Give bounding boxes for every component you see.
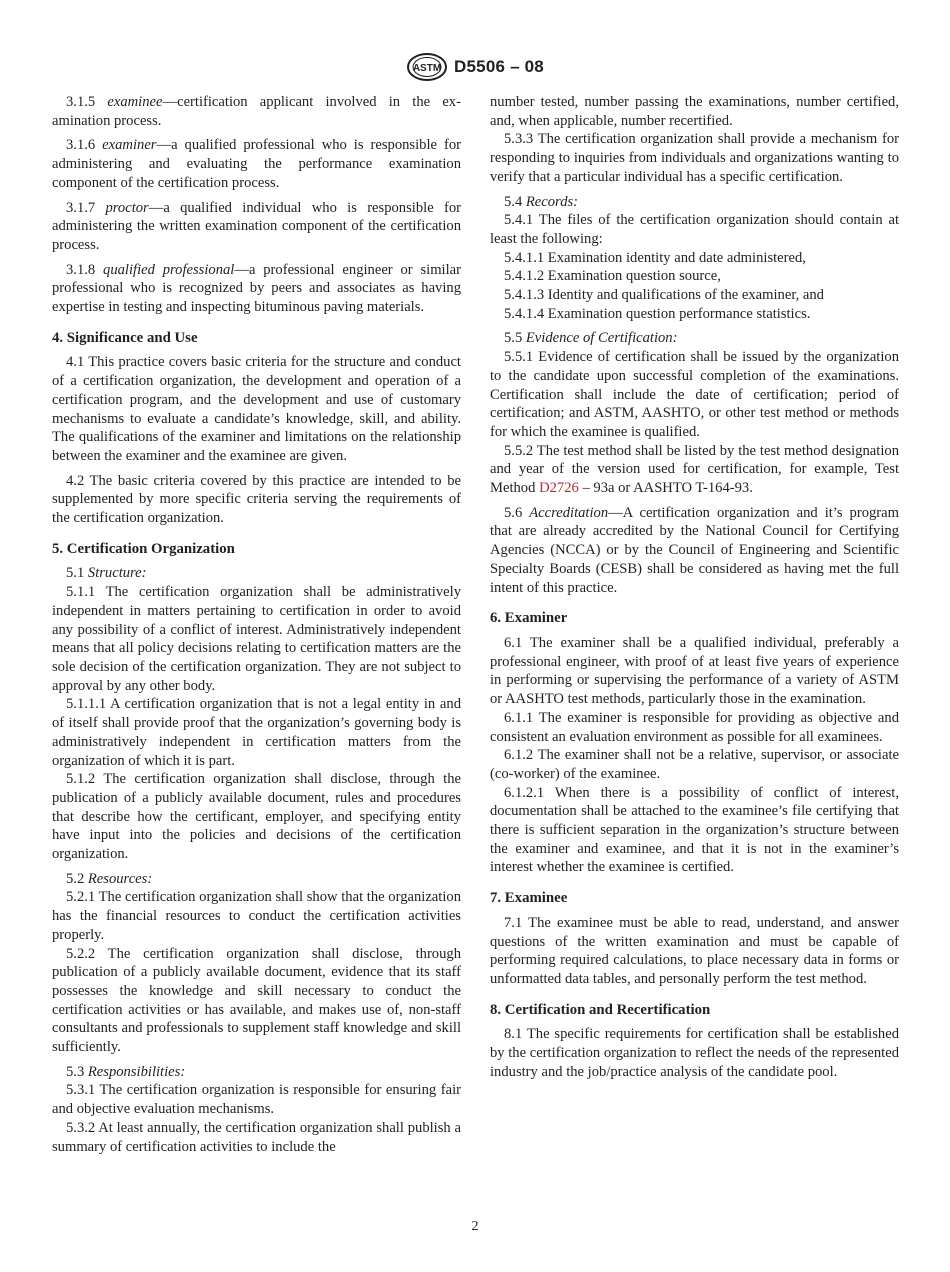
paragraph-6-1-2-1: 6.1.2.1 When there is a possibility of conflict of interest, documentation shall be attached to the examinee’s file certifying that there is sufficient separation in the organization’s structure between the examiner and examinee, and that it is not in the examiner’s interest whether the examinee is certified. [490, 784, 899, 876]
svg-text:ASTM: ASTM [412, 63, 442, 74]
right-column [490, 93, 899, 1081]
astm-logo-icon [406, 52, 448, 82]
page-number: 2 [471, 1219, 479, 1234]
d2726-link[interactable]: D2726 [539, 480, 579, 497]
section-heading-8: 8. Certification and Recertification [490, 1001, 711, 1018]
section-heading-6: 6. Examiner [490, 610, 568, 627]
paragraph-5-1-2: 5.1.2 The certification organization shall disclose, through the publication of a publicly available document, rules and procedures that describe how the certificant, employer, and specifying entity have input into the policies and decisions of the certification organization. [52, 771, 461, 863]
paragraph-5-3-1: 5.3.1 The certification organization is responsible for ensuring fair and objective evaluation mechanisms. [52, 1082, 461, 1118]
paragraph-5-3-2: 5.3.2 At least annually, the certification organization shall publish a summary of certification activities to include the [52, 1119, 461, 1155]
paragraph-4-2: 4.2 The basic criteria covered by this practice are intended to be supplemented by more specific criteria serving the requirements of the certification organization. [52, 472, 461, 527]
paragraph-5-5-1: 5.5.1 Evidence of certification shall be issued by the organization to the candidate upon successful completion of the examinations. Certification shall include the date of certification; period of certification; and ASTM, AASHTO, or other test method or methods for which the examinee is qualified. [490, 349, 899, 440]
document-designation: D5506 – 08 [454, 57, 544, 76]
paragraph-5-1-1-1: 5.1.1.1 A certification organization that is not a legal entity in and of itself shall provide proof that the organization’s governing body is administratively independent in certification matters from the organization of which it is part. [52, 696, 461, 769]
list-item-5-4-1-3: 5.4.1.3 Identity and qualifications of the examiner, and [504, 287, 824, 304]
list-item-5-4-1-4: 5.4.1.4 Examination question performance statistics. [504, 305, 811, 322]
list-item-5-4-1-2: 5.4.1.2 Examination question source, [504, 268, 721, 285]
subheading-5-4: 5.4 Records: [504, 193, 579, 210]
paragraph-6-1: 6.1 The examiner shall be a qualified individual, preferably a professional engineer, with proof of at least five years of experience in performing or supervising the performance of a variety of ASTM or AASHTO test methods, particularly those in the examination. [490, 634, 899, 708]
paragraph-5-1-1: 5.1.1 The certification organization shall be administratively independent in matters pertaining to certification in order to avoid any possibility of a conflict of interest. Administratively independent means that all policy decisions relating to certification matters are the sole decision of the certification organization. They are not subject to approval by any other body. [52, 584, 461, 694]
section-heading-5: 5. Certification Organization [52, 540, 235, 557]
list-item-5-4-1-1: 5.4.1.1 Examination identity and date administered, [504, 249, 806, 266]
subheading-5-3: 5.3 Responsibilities: [66, 1063, 186, 1080]
definition-3-1-7: 3.1.7 proctor—a qualified individual who is responsible for administering the written examination component of the certification process. [52, 199, 461, 253]
paragraph-5-3-3: 5.3.3 The certification organization shall provide a mechanism for responding to inquiries from individuals and organizations wanting to verify that a particular individual has a specific certification. [490, 131, 899, 185]
definition-3-1-5: 3.1.5 examinee—certification applicant involved in the examination process. [52, 94, 461, 129]
paragraph-5-4-1: 5.4.1 The files of the certification organization should contain at least the following: [490, 212, 899, 247]
subheading-5-1: 5.1 Structure: [66, 565, 147, 582]
paragraph-5-6: 5.6 Accreditation—A certification organization and it’s program that are already accredited by the National Council for Certifying Agencies (NCCA) or by the Council of Engineering and Scientific Specialty Boards (CESB) shall be considered as having met the full intent of this practice. [490, 504, 899, 596]
page-header [0, 52, 950, 82]
paragraph-7-1: 7.1 The examinee must be able to read, understand, and answer questions of the written examination and must be capable of performing required calculations, to place necessary data in forms or unformatted data tables, and personally perform the test method. [490, 914, 899, 987]
definition-3-1-8: 3.1.8 qualified professional—a professional engineer or similar professional who is recognized by peers and associates as having expertise in testing and inspecting bituminous paving materials. [52, 261, 461, 316]
section-heading-7: 7. Examinee [490, 890, 568, 907]
paragraph-4-1: 4.1 This practice covers basic criteria for the structure and conduct of a certification organization, the development and operation of a certification program, and the development and use of customary mechanisms to evaluate a candidate’s knowledge, skill, and ability. The qualifications of the examiner and limitations on the relationship between the examiner and the examinee are given. [52, 354, 461, 464]
subheading-5-5: 5.5 Evidence of Certification: [504, 330, 678, 347]
subheading-5-2: 5.2 Resources: [66, 870, 153, 887]
paragraph-6-1-2: 6.1.2 The examiner shall not be a relative, supervisor, or associate (co-worker) of the examinee. [490, 747, 899, 782]
definition-3-1-6: 3.1.6 examiner—a qualified professional who is responsible for administering and evaluating the performance examination component of the certification process. [52, 137, 461, 191]
paragraph-5-2-1: 5.2.1 The certification organization shall show that the organization has the financial resources to conduct the certification activities properly. [52, 889, 461, 943]
section-heading-4: 4. Significance and Use [52, 329, 198, 346]
paragraph-5-2-2: 5.2.2 The certification organization shall disclose, through publication of a publicly available document, evidence that its staff possesses the knowledge and skill necessary to conduct the certification activities or has available, and makes use of, non-staff consultants and professionals to supplement staff knowledge and skill sufficiently. [52, 945, 461, 1056]
left-column [52, 93, 461, 1156]
paragraph-6-1-1: 6.1.1 The examiner is responsible for providing as objective and consistent an evaluation environment as possible for all examinees. [490, 709, 899, 745]
paragraph-8-1: 8.1 The specific requirements for certification shall be established by the certification organization to reflect the needs of the represented industry and the job/practice analysis of the candidate pool. [490, 1026, 899, 1080]
paragraph-5-3-2-continued: number tested, number passing the examinations, number certified, and, when applicable, number recertified. [490, 94, 899, 129]
paragraph-5-5-2: 5.5.2 The test method shall be listed by the test method designation and year of the version used for certification, for example, Test Method D2726 – 93a or AASHTO T-164-93. [490, 442, 899, 497]
